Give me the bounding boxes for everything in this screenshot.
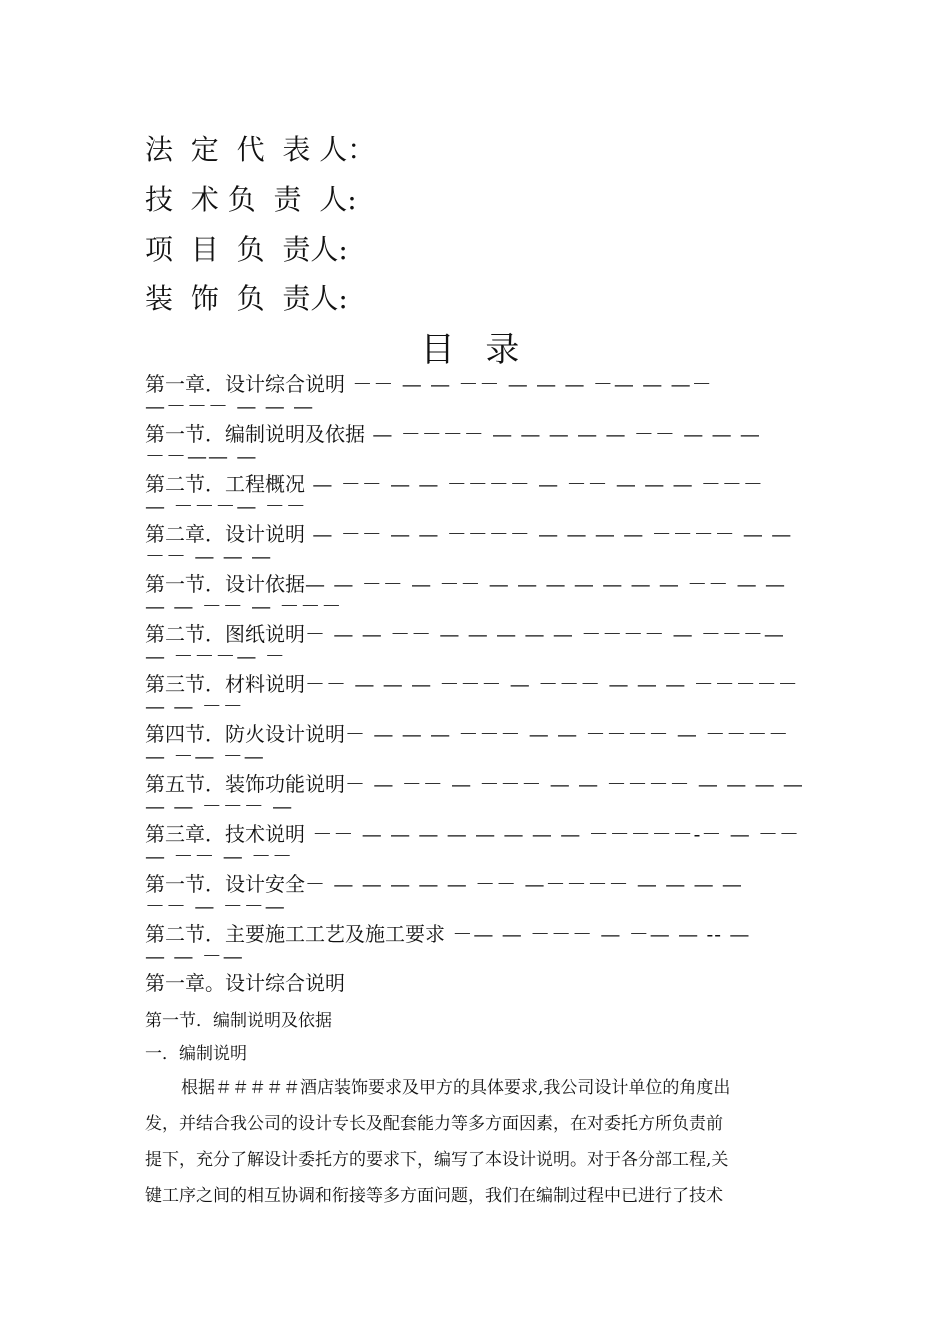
toc-entry[interactable] — [145, 822, 810, 866]
toc-leader-continued: — — －－－ — — [145, 794, 294, 818]
toc-entry-label: 第三节．材料说明 — [145, 672, 305, 696]
toc-title: 目 录 — [420, 330, 530, 370]
toc-leader: －— — －－－ — －— — -- — — [445, 922, 751, 946]
toc-leader: －－ — — — －－－ — －－－ — — — －－－－－ — [305, 672, 799, 696]
toc-leader-continued: — — －－ — [145, 694, 244, 718]
toc-leader: － — －－ — －－－ — — －－－－ — — — — — [345, 772, 804, 796]
toc-entry-label: 第三章．技术说明 — [145, 822, 305, 846]
toc-leader: － — — －－ — — — — — －－－－ — －－－— — [305, 622, 785, 646]
toc-leader-continued: — — －— — [145, 944, 244, 968]
toc-leader: － — — — －－－ — — －－－－ — －－－－ — [345, 722, 790, 746]
toc-leader: — — －－ — －－ — — — — — — — －－ — — — [305, 572, 787, 596]
toc-entry-label: 第二章．设计说明 — [145, 522, 305, 546]
toc-entry[interactable] — [145, 422, 810, 466]
toc-entry-label: 第四节．防火设计说明 — [145, 722, 345, 746]
toc-entry[interactable] — [145, 872, 810, 916]
toc-leader-continued: — －— －— — [145, 744, 265, 768]
toc-entry-label: 第一节．编制说明及依据 — [145, 422, 365, 446]
body-line: 提下，充分了解设计委托方的要求下，编写了本设计说明。对于各分部工程,关 — [145, 1150, 729, 1170]
toc-leader-continued: —－－－ — — — — [145, 394, 315, 418]
chapter-heading: 第一章。设计综合说明 — [145, 971, 345, 995]
toc-leader-continued: — — －－ — －－－ — [145, 594, 343, 618]
toc-entry[interactable] — [145, 372, 810, 416]
toc-leader-continued: －－ — －－— — [145, 894, 286, 918]
toc-entry[interactable] — [145, 472, 810, 516]
toc-entry[interactable] — [145, 922, 810, 966]
toc-entry-label: 第二节．主要施工工艺及施工要求 — [145, 922, 445, 946]
toc-entry[interactable] — [145, 772, 810, 816]
body-line: 发，并结合我公司的设计专长及配套能力等多方面因素，在对委托方所负责前 — [145, 1114, 723, 1134]
toc-entry[interactable] — [145, 572, 810, 616]
toc-leader: — －－ — — －－－－ — — — — －－－－ — — — [305, 522, 793, 546]
toc-entry-label: 第一章．设计综合说明 — [145, 372, 345, 396]
sub-heading: 一．编制说明 — [145, 1044, 247, 1064]
toc-entry-label: 第二节．工程概况 — [145, 472, 305, 496]
toc-entry[interactable] — [145, 522, 810, 566]
toc-entry-label: 第二节．图纸说明 — [145, 622, 305, 646]
toc-leader: — －－－－ — — — — — －－ — — — — [365, 422, 761, 446]
toc-entry-label: 第一节．设计安全 — [145, 872, 305, 896]
toc-leader: — －－ — — －－－－ — －－ — — — －－－ — [305, 472, 764, 496]
signature-project-lead: 项 目 负 责人: — [145, 233, 348, 266]
toc-leader: －－ — — －－ — — — －— — —－ — [345, 372, 713, 396]
body-line: 根据＃＃＃＃＃酒店装饰要求及甲方的具体要求,我公司设计单位的角度出 — [181, 1078, 731, 1098]
toc-entry[interactable] — [145, 672, 810, 716]
body-line: 键工序之间的相互协调和衔接等多方面问题，我们在编制过程中已进行了技术 — [145, 1186, 723, 1206]
toc-leader-continued: — －－ — －－ — [145, 844, 294, 868]
toc-entry-label: 第五节．装饰功能说明 — [145, 772, 345, 796]
toc-leader: － — — — — — －－ —－－－－ — — — — — [305, 872, 743, 896]
toc-entry-label: 第一节．设计依据 — [145, 572, 305, 596]
section-heading: 第一节．编制说明及依据 — [145, 1011, 332, 1031]
toc-entry[interactable] — [145, 622, 810, 666]
signature-decoration-lead: 装 饰 负 责人: — [145, 282, 348, 315]
toc-leader-continued: －－—— — — [145, 444, 258, 468]
body-paragraph — [145, 1070, 805, 1214]
toc-entry[interactable] — [145, 722, 810, 766]
signature-technical-lead: 技 术 负 责 人: — [145, 183, 357, 216]
toc-leader: －－ — — — — — — — — －－－－－-－ — －－ — [305, 822, 801, 846]
signature-legal-representative: 法 定 代 表 人： — [145, 133, 376, 166]
toc-leader-continued: －－ — — — — [145, 544, 273, 568]
toc-leader-continued: — －－－— －－ — [145, 494, 307, 518]
toc-leader-continued: — －－－— － — [145, 644, 286, 668]
